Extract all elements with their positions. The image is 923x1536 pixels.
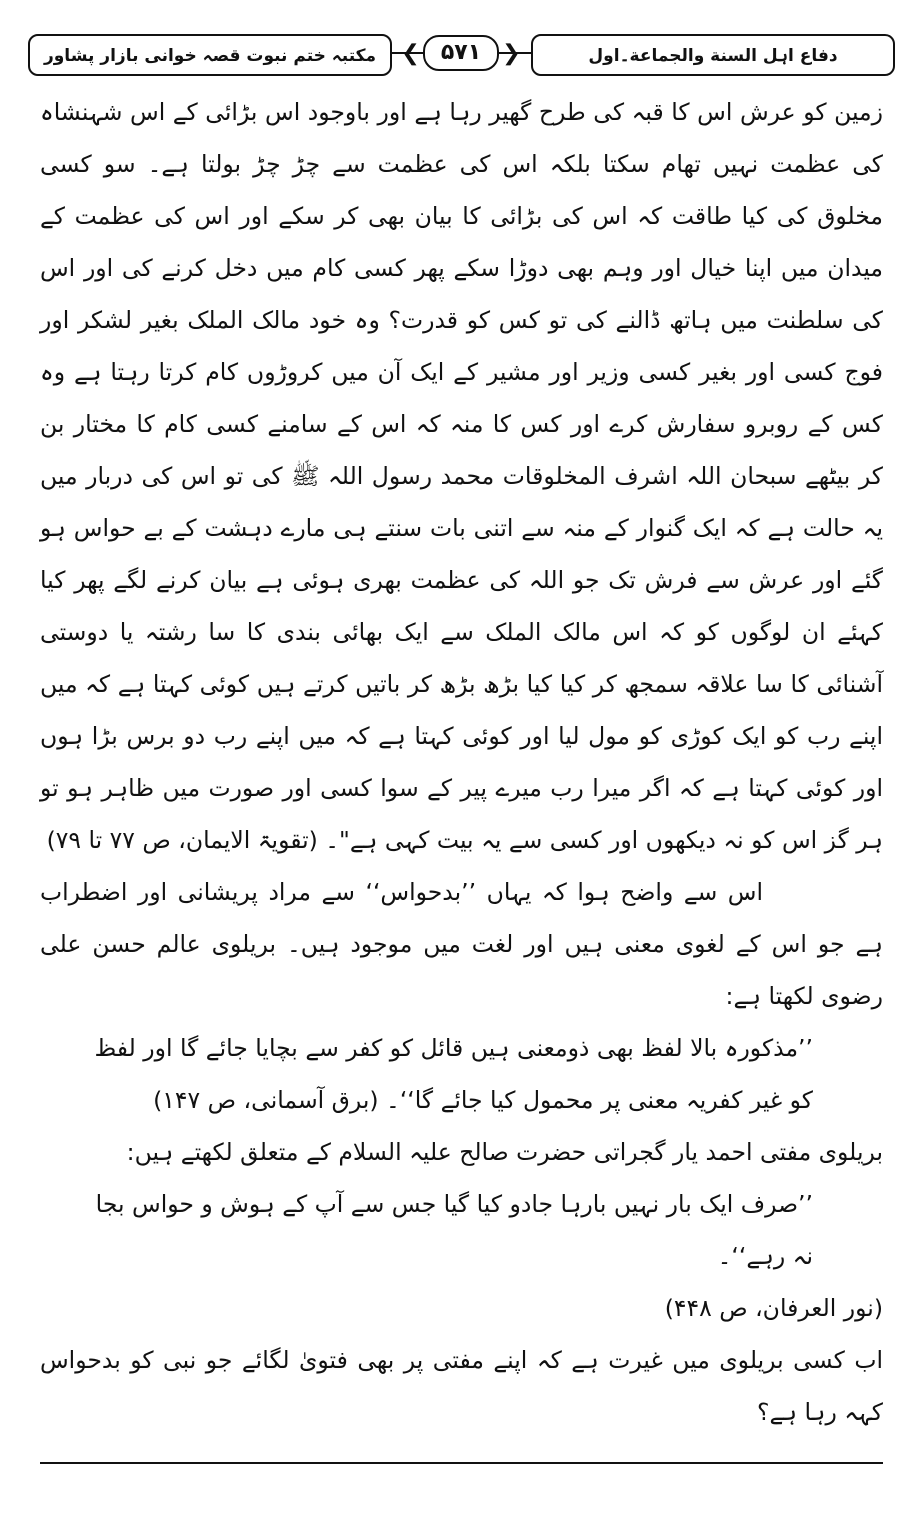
quotation-1: ’’مذکورہ بالا لفظ بھی ذومعنی ہیں قائل کو کفر سے بچایا جائے گا اور لفظ کو غیر کفریہ معنی پر محمول کیا جائے گا‘‘۔ (برق آسمانی، ص ۱۴۷) <box>94 1034 813 1114</box>
quotation-2: ’’صرف ایک بار نہیں بارہا جادو کیا گیا جس سے آپ کے ہوش و حواس بجا نہ رہے‘‘۔ <box>95 1190 813 1270</box>
publisher-box <box>28 34 392 76</box>
body-text <box>40 86 883 1438</box>
paragraph-4: اب کسی بریلوی میں غیرت ہے کہ اپنے مفتی پر بھی فتویٰ لگائے جو نبی کو بدحواس کہہ رہا ہے؟ <box>40 1346 883 1426</box>
paragraph-1: زمین کو عرش اس کا قبہ کی طرح گھیر رہا ہے اور باوجود اس بڑائی کے اس شہنشاہ کی عظمت نہیں تھام سکتا بلکہ اس کی عظمت سے چڑ چڑ بولتا ہے۔ سو کسی مخلوق کی کیا طاقت کہ اس کی بڑائی کا بیان بھی کر سکے اور اس کی عظمت کے میدان میں اپنا خیال اور وہم بھی دوڑا سکے پھر کسی کام میں دخل کرنے کی اور اس کی سلطنت میں ہاتھ ڈالنے کی تو کس کو قدرت؟ وہ خود مالک الملک بغیر لشکر اور فوج کسی اور بغیر کسی وزیر اور مشیر کے ایک آن میں کروڑوں کام کرتا رہتا ہے وہ کس کے روبرو سفارش کرے اور کس کا منہ کہ اس کے سامنے کسی کام کا مختار بن کر بیٹھے سبحان اللہ اشرف المخلوقات محمد رسول اللہ ﷺ کی تو اس کی دربار میں یہ حالت ہے کہ ایک گنوار کے منہ سے اتنی بات سنتے ہی مارے دہشت کے بے حواس ہو گئے اور عرش سے فرش تک جو اللہ کی عظمت بھری ہوئی ہے بیان کرنے لگے پھر کیا کہئے ان لوگوں کو کہ اس مالک الملک سے ایک بھائی بندی کا سا رشتہ یا دوستی آشنائی کا سا علاقہ سمجھ کر کیا کیا بڑھ بڑھ کر باتیں کرتے ہیں کوئی کہتا ہے کہ میں اپنے رب کو ایک کوڑی کو مول لیا اور کوئی کہتا ہے کہ میں اپنے رب دو برس بڑا ہوں اور کوئی کہتا ہے کہ اگر میرا رب میرے پیر کے سوا کسی اور صورت میں ظاہر ہو تو ہر گز اس کو نہ دیکھوں اور کسی سے یہ بیت کہی ہے"۔ (تقویۃ الایمان، ص ۷۷ تا ۷۹) <box>40 98 883 854</box>
page-header <box>28 34 895 74</box>
reference-2: (نور العرفان، ص ۴۴۸) <box>664 1294 883 1322</box>
ornament-right-icon: ❯ <box>502 40 521 66</box>
paragraph-3: بریلوی مفتی احمد یار گجراتی حضرت صالح علیہ السلام کے متعلق لکھتے ہیں: <box>126 1138 883 1166</box>
footer-rule <box>40 1462 883 1464</box>
page-number: ۵۷۱ <box>423 35 499 71</box>
paragraph-2: اس سے واضح ہوا کہ یہاں ’’بدحواس‘‘ سے مراد پریشانی اور اضطراب ہے جو اس کے لغوی معنی ہیں اور لغت میں موجود ہیں۔ بریلوی عالم حسن علی رضوی لکھتا ہے: <box>40 878 883 1010</box>
page-number-box <box>400 34 522 72</box>
publisher-name: مکتبہ ختم نبوت قصہ خوانی بازار پشاور <box>43 45 377 66</box>
book-title-box <box>531 34 895 76</box>
ornament-left-icon: ❮ <box>401 40 420 66</box>
book-title: دفاع اہل السنة والجماعة۔اول <box>588 45 838 66</box>
